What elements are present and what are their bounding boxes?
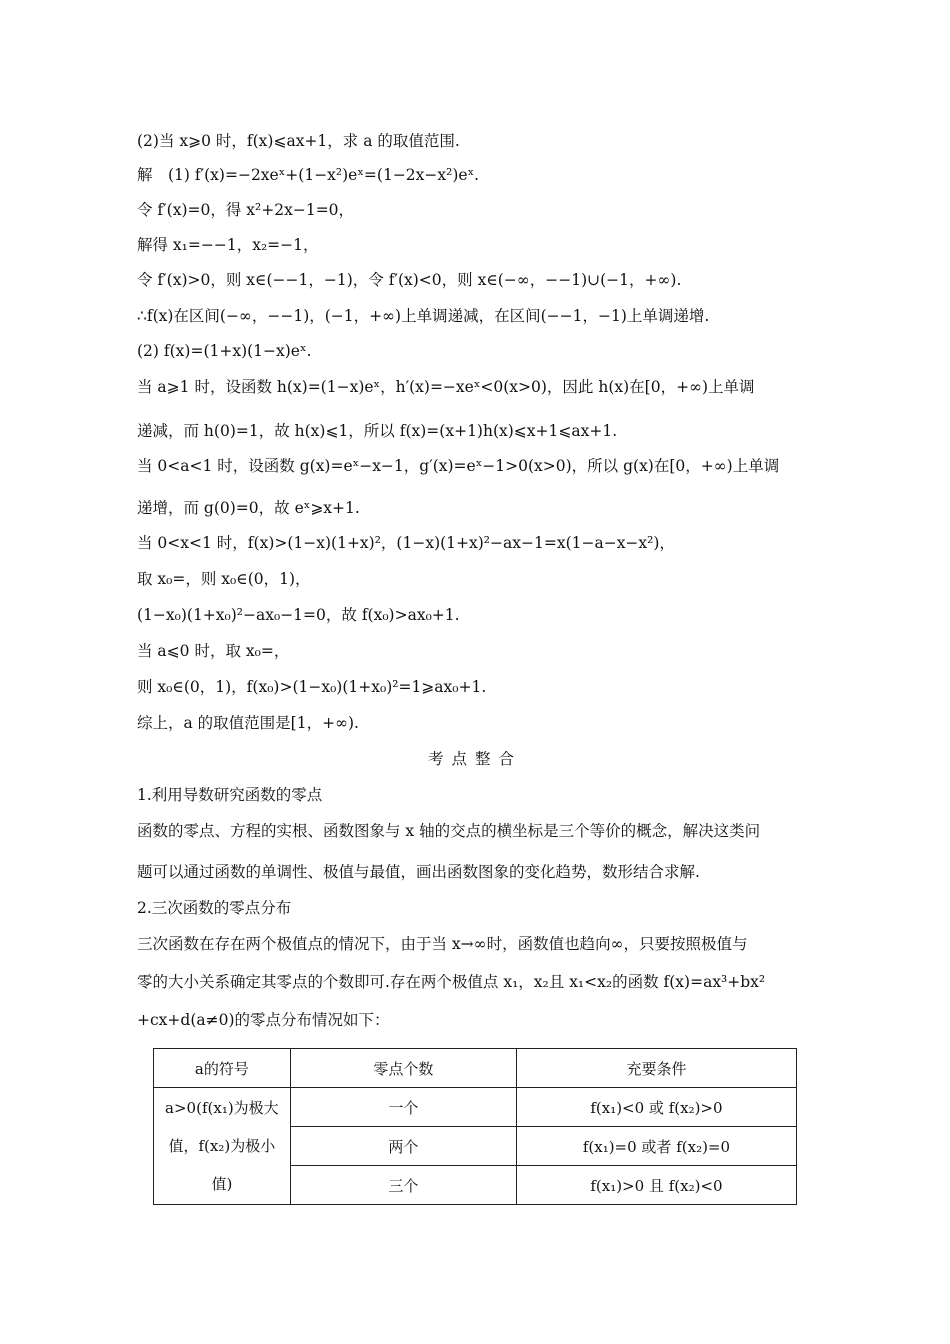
condition-cell: f(x₁)>0 且 f(x₂)<0 — [516, 1166, 796, 1205]
solution-line: 当 a⩾1 时，设函数 h(x)=(1−x)eˣ，h′(x)=−xeˣ<0(x>0)，因此 h(x)在[0，+∞)上单调 — [137, 378, 755, 396]
header-condition: 充要条件 — [516, 1049, 796, 1088]
header-count: 零点个数 — [290, 1049, 516, 1088]
solution-line: 令 f′(x)>0，则 x∈(−−1，−1)，令 f′(x)<0，则 x∈(−∞，−−1)∪(−1，+∞). — [137, 271, 682, 289]
question-part-2: (2)当 x⩾0 时，f(x)⩽ax+1，求 a 的取值范围. — [137, 132, 460, 150]
topic-paragraph: 三次函数在存在两个极值点的情况下，由于当 x→∞时，函数值也趋向∞，只要按照极值与 — [137, 935, 748, 953]
count-cell: 两个 — [290, 1127, 516, 1166]
table-header-row — [154, 1049, 797, 1088]
solution-line: 解 (1) f′(x)=−2xeˣ+(1−x²)eˣ=(1−2x−x²)eˣ. — [137, 166, 480, 184]
condition-cell: f(x₁)=0 或者 f(x₂)=0 — [516, 1127, 796, 1166]
header-sign: a的符号 — [154, 1049, 291, 1088]
zero-distribution-table — [153, 1048, 797, 1205]
count-cell: 一个 — [290, 1088, 516, 1127]
solution-line: 递减，而 h(0)=1，故 h(x)⩽1，所以 f(x)=(x+1)h(x)⩽x+1⩽ax+1. — [137, 422, 618, 440]
solution-line: ∴f(x)在区间(−∞，−−1)，(−1，+∞)上单调递减，在区间(−−1，−1)上单调递增. — [137, 307, 710, 325]
topic-heading-1: 1.利用导数研究函数的零点 — [137, 786, 323, 804]
solution-line: (1−x₀)(1+x₀)²−ax₀−1=0，故 f(x₀)>ax₀+1. — [137, 606, 460, 624]
solution-line: 令 f′(x)=0，得 x²+2x−1=0， — [137, 201, 355, 219]
sign-cell: a>0(f(x₁)为极大值，f(x₂)为极小值) — [154, 1088, 291, 1205]
solution-line: 当 0<x<1 时，f(x)>(1−x)(1+x)²，(1−x)(1+x)²−ax−1=x(1−a−x−x²)， — [137, 534, 675, 552]
count-cell: 三个 — [290, 1166, 516, 1205]
solution-line: 递增，而 g(0)=0，故 eˣ⩾x+1. — [137, 499, 360, 517]
topic-paragraph: 题可以通过函数的单调性、极值与最值，画出函数图象的变化趋势，数形结合求解. — [137, 863, 700, 881]
condition-cell: f(x₁)<0 或 f(x₂)>0 — [516, 1088, 796, 1127]
solution-line: 取 x₀=，则 x₀∈(0，1)， — [137, 570, 311, 588]
topic-paragraph: 零的大小关系确定其零点的个数即可.存在两个极值点 x₁，x₂且 x₁<x₂的函数 f(x)=ax³+bx² — [137, 973, 766, 991]
topic-paragraph: 函数的零点、方程的实根、函数图象与 x 轴的交点的横坐标是三个等价的概念，解决这类问 — [137, 822, 761, 840]
solution-conclusion: 综上，a 的取值范围是[1，+∞). — [137, 714, 359, 732]
topic-paragraph: +cx+d(a≠0)的零点分布情况如下： — [137, 1011, 390, 1029]
table-row — [154, 1088, 797, 1127]
solution-line: 当 a⩽0 时，取 x₀=， — [137, 642, 290, 660]
section-title: 考点整合 — [427, 750, 522, 768]
solution-line: 当 0<a<1 时，设函数 g(x)=eˣ−x−1，g′(x)=eˣ−1>0(x>0)，所以 g(x)在[0，+∞)上单调 — [137, 457, 780, 475]
topic-heading-2: 2.三次函数的零点分布 — [137, 899, 292, 917]
solution-line: 则 x₀∈(0，1)，f(x₀)>(1−x₀)(1+x₀)²=1⩾ax₀+1. — [137, 678, 487, 696]
solution-line: 解得 x₁=−−1，x₂=−1， — [137, 236, 319, 254]
solution-line: (2) f(x)=(1+x)(1−x)eˣ. — [137, 342, 312, 360]
